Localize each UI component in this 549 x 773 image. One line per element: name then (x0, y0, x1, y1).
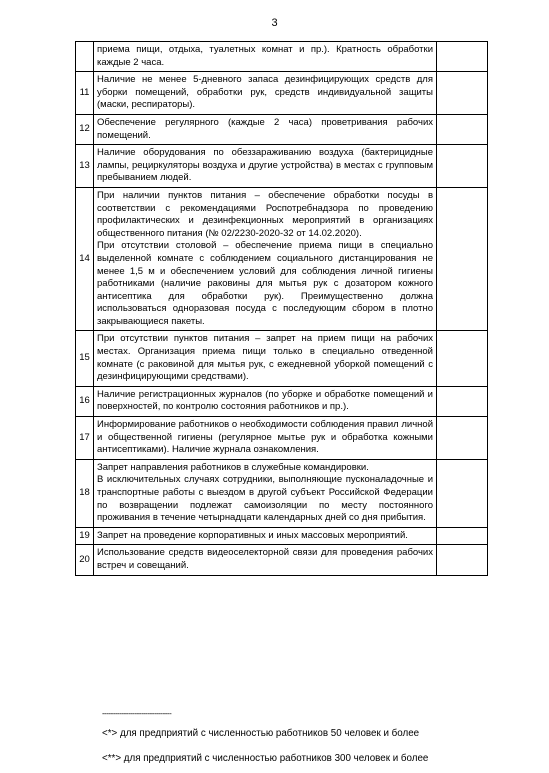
row-notes-cell (437, 42, 488, 72)
table-row (76, 72, 488, 115)
row-text (94, 459, 437, 527)
table-row (76, 545, 488, 575)
footnote-2: <**> для предприятий с численностью работников 300 человек и более (102, 753, 429, 764)
table-row (76, 459, 488, 527)
requirements-table (75, 41, 488, 576)
row-text (94, 114, 437, 144)
table-row (76, 527, 488, 545)
row-paragraph: Наличие не менее 5-дневного запаса дезинфицирующих средств для уборки помещений, обработки рук, средств индивидуальной защиты (маски, респираторы). (97, 74, 433, 111)
row-text (94, 545, 437, 575)
row-number: 14 (76, 187, 94, 331)
row-paragraph: Информирование работников о необходимости соблюдения правил личной и общественной гигиены (регулярное мытье рук и обработка кожными антисептиками). Наличие журнала ознакомления. (97, 419, 433, 456)
row-number: 13 (76, 145, 94, 188)
row-paragraph: Запрет на проведение корпоративных и иных массовых мероприятий. (97, 529, 408, 541)
row-notes-cell (437, 386, 488, 416)
row-text (94, 527, 437, 545)
row-text (94, 417, 437, 460)
row-number: 17 (76, 417, 94, 460)
row-text (94, 72, 437, 115)
footnote-separator: -------------------------------- (102, 709, 172, 718)
row-number: 11 (76, 72, 94, 115)
row-paragraph: Наличие оборудования по обеззараживанию воздуха (бактерицидные лампы, рециркуляторы воздуха и другие устройства) в местах с групповым пребыванием людей. (97, 147, 433, 184)
table-row (76, 386, 488, 416)
row-notes-cell (437, 331, 488, 386)
row-text (94, 386, 437, 416)
table-row (76, 187, 488, 331)
table-row (76, 145, 488, 188)
row-number: 18 (76, 459, 94, 527)
row-text (94, 42, 437, 72)
row-paragraph: Обеспечение регулярного (каждые 2 часа) проветривания рабочих помещений. (97, 116, 433, 141)
row-notes-cell (437, 145, 488, 188)
row-number: 12 (76, 114, 94, 144)
row-paragraph: Использование средств видеоселекторной связи для проведения рабочих встреч и совещаний. (97, 547, 433, 571)
table-row (76, 42, 488, 72)
row-paragraph: В исключительных случаях сотрудники, выполняющие пусконаладочные и транспортные работы с выездом в другой субъект Российской Федерации по возвращении подлежат самоизоляции по месту постоянного проживания в течение четырнадцати календарных дней со дня прибытия. (97, 474, 433, 524)
row-paragraph: При отсутствии столовой – обеспечение приема пищи в специально выделенной комнате с соблюдением социального дистанцирования не менее 1,5 м и обеспечением условий для соблюдения личной гигиены работниками (наличие раковины для мытья рук с дозатором кожного антисептика для обработки рук). Преимущественно должна использоваться одноразовая посуда с последующим сбором в плотно закрывающиеся пакеты. (97, 240, 433, 327)
page-number: 3 (271, 17, 278, 29)
row-text (94, 331, 437, 386)
row-notes-cell (437, 72, 488, 115)
row-number: 20 (76, 545, 94, 575)
row-number: 16 (76, 386, 94, 416)
requirements-table-body (76, 42, 488, 576)
row-notes-cell (437, 114, 488, 144)
row-notes-cell (437, 417, 488, 460)
row-paragraph: Наличие регистрационных журналов (по уборке и обработке помещений и поверхностей, по контролю состояния работников и пр.). (97, 388, 433, 413)
row-text (94, 187, 437, 331)
table-row (76, 417, 488, 460)
row-text (94, 145, 437, 188)
row-paragraph: При отсутствии пунктов питания – запрет на прием пищи на рабочих местах. Организация приема пищи только в специально отведенной комнате (с раковиной для мытья рук, с ежедневной уборкой помещений с дезинфицирующими средствами). (97, 333, 433, 383)
row-number: 15 (76, 331, 94, 386)
table-row (76, 114, 488, 144)
footnote-1: <*> для предприятий с численностью работников 50 человек и более (102, 728, 420, 739)
row-notes-cell (437, 459, 488, 527)
row-number: 19 (76, 527, 94, 545)
row-notes-cell (437, 527, 488, 545)
row-paragraph: Запрет направления работников в служебные командировки. (97, 461, 369, 473)
row-notes-cell (437, 545, 488, 575)
row-number (76, 42, 94, 72)
row-notes-cell (437, 187, 488, 331)
row-paragraph: При наличии пунктов питания – обеспечение обработки посуды в соответствии с рекомендациями Роспотребнадзора по проведению профилактических и дезинфекционных мероприятий в организациях общественного питания (№ 02/2230-2020-32 от 14.02.2020). (97, 189, 433, 239)
table-row (76, 331, 488, 386)
row-paragraph: приема пищи, отдыха, туалетных комнат и пр.). Кратность обработки каждые 2 часа. (97, 44, 433, 68)
